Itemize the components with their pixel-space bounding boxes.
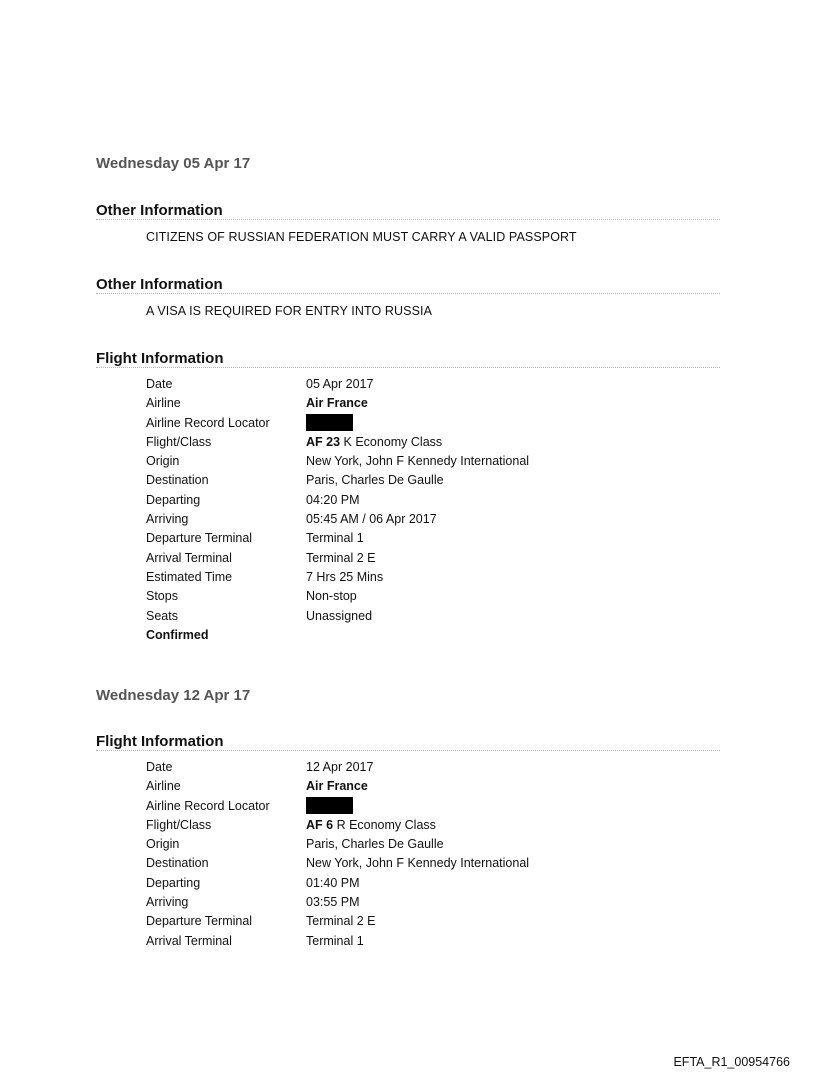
table-row xyxy=(146,893,529,912)
table-row xyxy=(146,375,529,394)
flight-information-title: Flight Information xyxy=(96,733,224,750)
flight-information-title: Flight Information xyxy=(96,350,224,367)
table-row xyxy=(146,912,529,931)
flight-information-heading-1 xyxy=(96,349,720,368)
flight-details-table-1 xyxy=(146,375,529,645)
date-value: 12 Apr 2017 xyxy=(306,760,374,774)
record-locator-value xyxy=(306,414,529,433)
arrival-terminal-value: Terminal 1 xyxy=(306,933,364,948)
flight-details-table-2 xyxy=(146,758,529,951)
table-row xyxy=(146,568,529,587)
table-row xyxy=(146,491,529,510)
stops-label: Stops xyxy=(146,589,178,604)
table-row xyxy=(146,529,529,548)
date-value: 05 Apr 2017 xyxy=(306,377,374,391)
table-row xyxy=(146,816,529,835)
flight-class-value xyxy=(306,816,529,835)
record-locator-label: Airline Record Locator xyxy=(146,415,270,430)
document-id: EFTA_R1_00954766 xyxy=(673,1055,790,1069)
other-information-title: Other Information xyxy=(96,276,223,293)
day-heading-2: Wednesday 12 Apr 17 xyxy=(96,687,251,704)
flight-class-value xyxy=(306,433,529,452)
airline-value: Air France xyxy=(306,779,368,794)
seats-value: Unassigned xyxy=(306,608,373,623)
arrival-terminal-value: Terminal 2 E xyxy=(306,550,376,565)
airline-label: Airline xyxy=(146,779,181,794)
departing-label: Departing xyxy=(146,875,201,890)
record-locator-value xyxy=(306,797,529,816)
departing-value: 01:40 PM xyxy=(306,875,360,890)
redaction-block xyxy=(306,414,353,431)
other-information-title: Other Information xyxy=(96,202,223,219)
table-row xyxy=(146,414,529,433)
table-row xyxy=(146,874,529,893)
table-row xyxy=(146,452,529,471)
arrival-terminal-label: Arrival Terminal xyxy=(146,550,232,565)
destination-label: Destination xyxy=(146,473,209,488)
departure-terminal-value: Terminal 2 E xyxy=(306,914,376,929)
flight-number: AF 6 xyxy=(306,817,334,832)
origin-value: New York, John F Kennedy International xyxy=(306,454,530,469)
other-information-heading-1 xyxy=(96,201,720,220)
flight-information-heading-2 xyxy=(96,732,720,751)
origin-label: Origin xyxy=(146,454,180,469)
table-row xyxy=(146,854,529,873)
estimated-time-label: Estimated Time xyxy=(146,569,233,584)
table-row xyxy=(146,587,529,606)
airline-label: Airline xyxy=(146,396,181,411)
table-row xyxy=(146,471,529,490)
table-row xyxy=(146,777,529,796)
destination-label: Destination xyxy=(146,856,209,871)
destination-value: New York, John F Kennedy International xyxy=(306,856,530,871)
stops-value: Non-stop xyxy=(306,589,357,604)
redaction-block xyxy=(306,797,353,814)
booking-status: Confirmed xyxy=(146,627,209,642)
table-row xyxy=(146,797,529,816)
departing-label: Departing xyxy=(146,492,201,507)
flight-class-label: Flight/Class xyxy=(146,434,212,449)
visa-notice: A VISA IS REQUIRED FOR ENTRY INTO RUSSIA xyxy=(146,304,433,318)
origin-label: Origin xyxy=(146,837,180,852)
booking-class: K Economy Class xyxy=(340,434,443,449)
day-heading-1: Wednesday 05 Apr 17 xyxy=(96,155,251,172)
booking-class: R Economy Class xyxy=(333,817,436,832)
table-row xyxy=(146,835,529,854)
departure-terminal-value: Terminal 1 xyxy=(306,531,364,546)
table-row xyxy=(146,607,529,626)
table-row xyxy=(146,549,529,568)
other-information-heading-2 xyxy=(96,275,720,294)
airline-value: Air France xyxy=(306,396,368,411)
table-row xyxy=(146,758,529,777)
table-row xyxy=(146,626,529,645)
seats-label: Seats xyxy=(146,608,178,623)
arriving-label: Arriving xyxy=(146,895,189,910)
departure-terminal-label: Departure Terminal xyxy=(146,531,253,546)
table-row xyxy=(146,510,529,529)
departing-value: 04:20 PM xyxy=(306,492,360,507)
origin-value: Paris, Charles De Gaulle xyxy=(306,837,444,852)
arriving-value: 03:55 PM xyxy=(306,895,360,910)
date-label: Date xyxy=(146,760,173,774)
departure-terminal-label: Departure Terminal xyxy=(146,914,253,929)
arriving-value: 05:45 AM / 06 Apr 2017 xyxy=(306,512,437,527)
date-label: Date xyxy=(146,377,173,391)
arrival-terminal-label: Arrival Terminal xyxy=(146,933,232,948)
table-row xyxy=(146,394,529,413)
estimated-time-value: 7 Hrs 25 Mins xyxy=(306,569,384,584)
arriving-label: Arriving xyxy=(146,512,189,527)
flight-number: AF 23 xyxy=(306,434,341,449)
passport-notice: CITIZENS OF RUSSIAN FEDERATION MUST CARRY A VALID PASSPORT xyxy=(146,230,577,244)
destination-value: Paris, Charles De Gaulle xyxy=(306,473,444,488)
flight-class-label: Flight/Class xyxy=(146,817,212,832)
record-locator-label: Airline Record Locator xyxy=(146,798,270,813)
table-row xyxy=(146,433,529,452)
table-row xyxy=(146,932,529,951)
